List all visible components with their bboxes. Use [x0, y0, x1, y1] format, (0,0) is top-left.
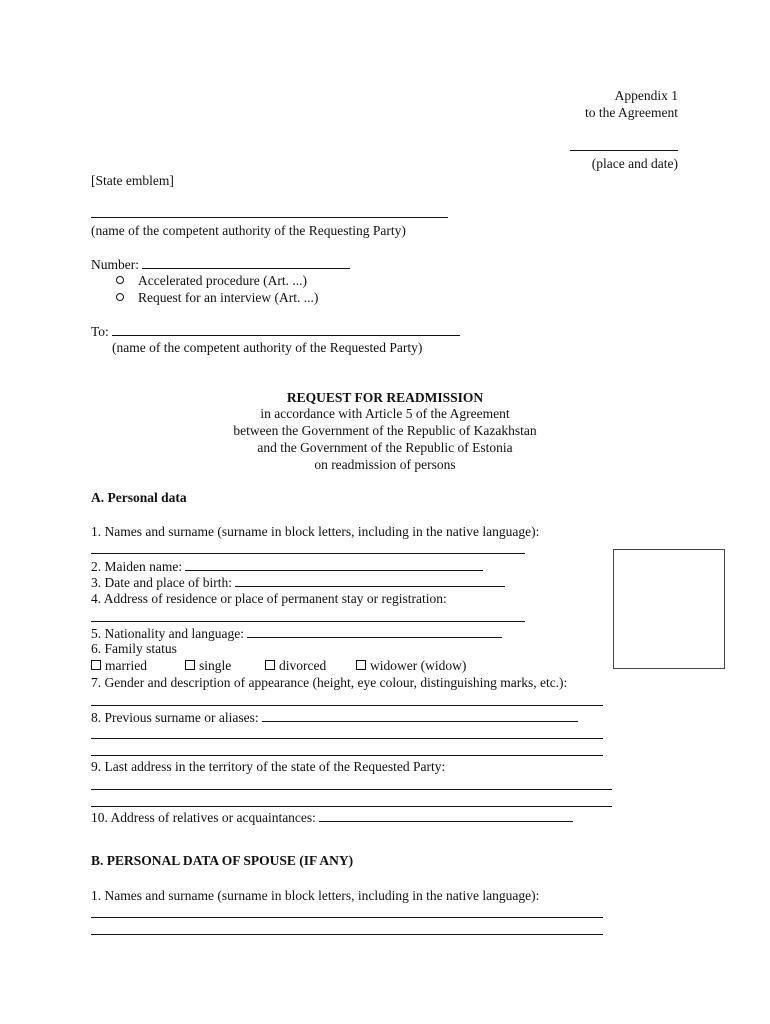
appearance-label: 7. Gender and description of appearance (height, eye colour, distinguishing marks, etc.): [91, 675, 568, 690]
number-field[interactable] [142, 256, 350, 269]
title-line: and the Government of the Republic of Estonia [257, 440, 513, 455]
option-accelerated[interactable] [116, 273, 307, 289]
nationality-row [91, 625, 502, 642]
title-line: in accordance with Article 5 of the Agreement [260, 406, 510, 421]
section-a-heading: A. Personal data [91, 490, 187, 505]
single-label: single [199, 658, 232, 673]
relatives-row [91, 809, 573, 826]
bullet-icon [116, 293, 124, 301]
maiden-name-field[interactable] [185, 558, 483, 571]
checkbox-icon [91, 660, 101, 670]
birth-field[interactable] [235, 574, 505, 587]
number-label: Number: [91, 257, 139, 272]
state-emblem-label: [State emblem] [91, 173, 174, 188]
family-widower[interactable] [356, 658, 466, 674]
appendix-label: Appendix 1 [614, 88, 678, 103]
aliases-field-line[interactable] [91, 755, 603, 756]
option-interview-label: Request for an interview (Art. ...) [138, 290, 319, 305]
spouse-names-label: 1. Names and surname (surname in block letters, including in the native language): [91, 888, 540, 903]
section-b-heading: B. PERSONAL DATA OF SPOUSE (IF ANY) [91, 853, 354, 868]
checkbox-icon [356, 660, 366, 670]
requested-authority-caption: (name of the competent authority of the Requested Party) [112, 340, 423, 355]
names-field[interactable] [91, 553, 525, 554]
agreement-label: to the Agreement [585, 105, 678, 120]
requesting-authority-field[interactable] [91, 217, 448, 218]
document-title: REQUEST FOR READMISSION [286, 390, 484, 405]
last-address-label: 9. Last address in the territory of the state of the Requested Party: [91, 759, 446, 774]
title-line: between the Government of the Republic of Kazakhstan [233, 423, 537, 438]
married-label: married [105, 658, 147, 673]
last-address-field[interactable] [91, 789, 612, 790]
title-line: on readmission of persons [314, 457, 456, 472]
family-married[interactable] [91, 658, 147, 674]
bullet-icon [116, 276, 124, 284]
spouse-names-field[interactable] [91, 934, 603, 935]
birth-label: 3. Date and place of birth: [91, 575, 232, 590]
family-status-label: 6. Family status [91, 641, 177, 656]
divorced-label: divorced [279, 658, 327, 673]
requesting-authority-caption: (name of the competent authority of the Requesting Party) [91, 223, 406, 238]
widower-label: widower (widow) [370, 658, 467, 673]
item-names-label: 1. Names and surname (surname in block letters, including in the native language): [91, 524, 540, 539]
birth-row [91, 574, 505, 591]
checkbox-icon [185, 660, 195, 670]
family-single[interactable] [185, 658, 231, 674]
nationality-label: 5. Nationality and language: [91, 626, 244, 641]
maiden-name-label: 2. Maiden name: [91, 559, 183, 574]
aliases-row [91, 709, 578, 726]
residence-label: 4. Address of residence or place of permanent stay or registration: [91, 591, 447, 606]
residence-field[interactable] [91, 621, 525, 622]
maiden-name-row [91, 558, 483, 575]
number-row [91, 256, 350, 273]
spouse-names-field[interactable] [91, 917, 603, 918]
to-label: To: [91, 324, 109, 339]
place-date-caption: (place and date) [591, 156, 678, 171]
aliases-field[interactable] [262, 709, 578, 722]
option-interview[interactable] [116, 290, 318, 306]
appearance-field[interactable] [91, 705, 603, 706]
requested-authority-field[interactable] [112, 323, 460, 336]
aliases-field-line[interactable] [91, 738, 603, 739]
photo-box [613, 549, 725, 669]
aliases-label: 8. Previous surname or aliases: [91, 710, 259, 725]
option-accelerated-label: Accelerated procedure (Art. ...) [138, 273, 308, 288]
relatives-label: 10. Address of relatives or acquaintances: [91, 810, 316, 825]
nationality-field[interactable] [247, 625, 502, 638]
family-divorced[interactable] [265, 658, 326, 674]
relatives-field[interactable] [319, 809, 573, 822]
last-address-field[interactable] [91, 806, 612, 807]
place-date-field[interactable] [570, 150, 678, 151]
to-row [91, 323, 460, 340]
checkbox-icon [265, 660, 275, 670]
